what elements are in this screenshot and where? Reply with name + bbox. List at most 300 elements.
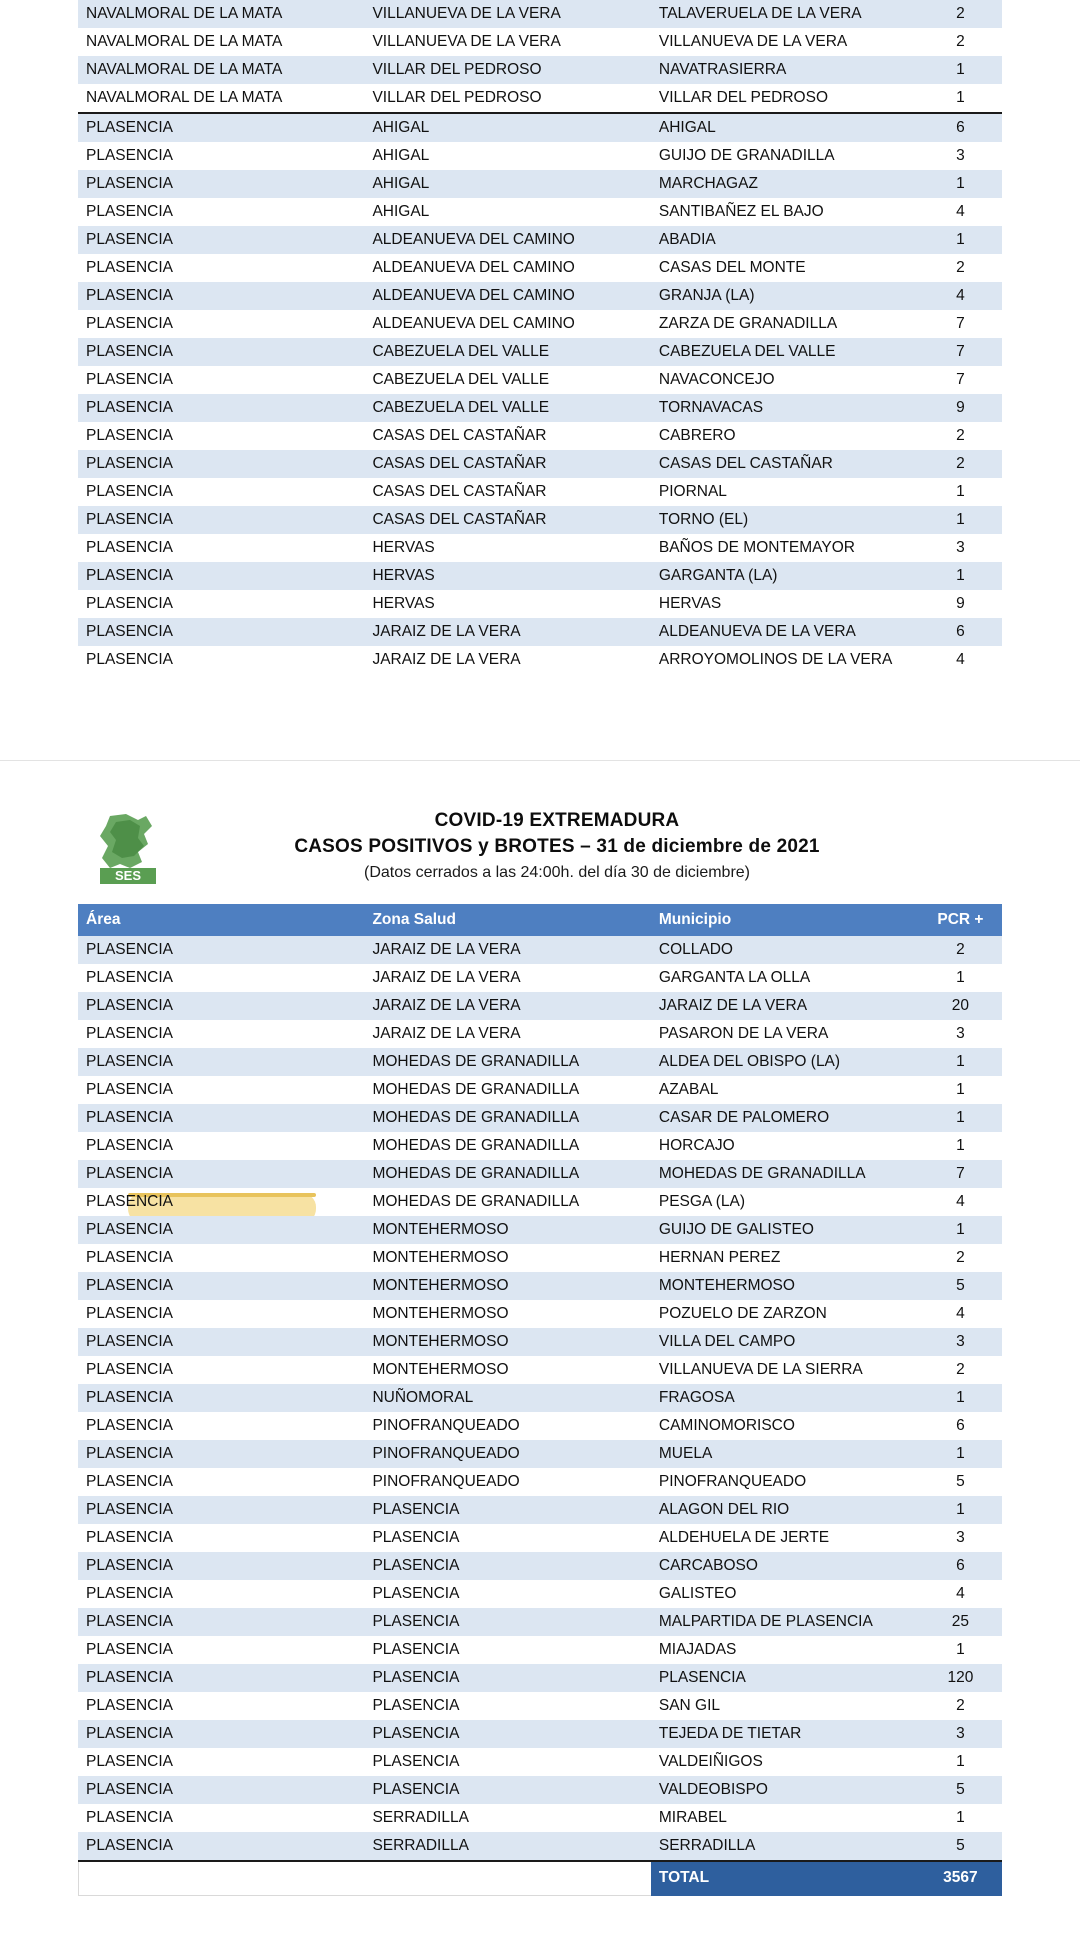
- cell-municipio: VALDEIÑIGOS: [651, 1748, 919, 1776]
- cell-zona-salud: JARAIZ DE LA VERA: [364, 1020, 650, 1048]
- cell-municipio: TORNAVACAS: [651, 394, 919, 422]
- cell-area: PLASENCIA: [78, 936, 364, 964]
- table-row: [78, 618, 1002, 646]
- cell-pcr: 3: [919, 1524, 1002, 1552]
- cell-pcr: 5: [919, 1832, 1002, 1860]
- table-row: [78, 113, 1002, 142]
- column-header-municipio: Municipio: [651, 904, 919, 936]
- cell-pcr: 7: [919, 366, 1002, 394]
- cell-area: PLASENCIA: [78, 1272, 364, 1300]
- cell-pcr: 1: [919, 964, 1002, 992]
- cell-municipio: HERNAN PEREZ: [651, 1244, 919, 1272]
- cell-zona-salud: AHIGAL: [364, 142, 650, 170]
- cell-municipio: GARGANTA LA OLLA: [651, 964, 919, 992]
- cell-zona-salud: JARAIZ DE LA VERA: [364, 992, 650, 1020]
- cell-pcr: 1: [919, 84, 1002, 113]
- table-row: [78, 170, 1002, 198]
- cell-zona-salud: CASAS DEL CASTAÑAR: [364, 422, 650, 450]
- cell-pcr: 4: [919, 1580, 1002, 1608]
- cell-pcr: 5: [919, 1776, 1002, 1804]
- table-row: [78, 254, 1002, 282]
- cell-area: PLASENCIA: [78, 1692, 364, 1720]
- table-row: [78, 1580, 1002, 1608]
- cell-zona-salud: PLASENCIA: [364, 1664, 650, 1692]
- cell-municipio: TEJEDA DE TIETAR: [651, 1720, 919, 1748]
- cell-pcr: 1: [919, 562, 1002, 590]
- cell-zona-salud: AHIGAL: [364, 170, 650, 198]
- cell-zona-salud: NUÑOMORAL: [364, 1384, 650, 1412]
- cell-zona-salud: MONTEHERMOSO: [364, 1300, 650, 1328]
- table-row: [78, 534, 1002, 562]
- svg-text:SES: SES: [114, 868, 142, 883]
- cell-municipio: GRANJA (LA): [651, 282, 919, 310]
- table-row: [78, 226, 1002, 254]
- cell-area: PLASENCIA: [78, 646, 364, 674]
- cell-area: PLASENCIA: [78, 562, 364, 590]
- cell-zona-salud: PLASENCIA: [364, 1636, 650, 1664]
- cell-zona-salud: VILLAR DEL PEDROSO: [364, 56, 650, 84]
- table-row-highlighted: [78, 1188, 1002, 1216]
- cell-municipio: SERRADILLA: [651, 1832, 919, 1860]
- cell-zona-salud: VILLAR DEL PEDROSO: [364, 84, 650, 113]
- table-row: [78, 1048, 1002, 1076]
- cell-zona-salud: PLASENCIA: [364, 1748, 650, 1776]
- cell-municipio: JARAIZ DE LA VERA: [651, 992, 919, 1020]
- cell-area: PLASENCIA: [78, 1468, 364, 1496]
- cell-zona-salud: AHIGAL: [364, 113, 650, 142]
- cell-municipio: SAN GIL: [651, 1692, 919, 1720]
- cell-municipio: TORNO (EL): [651, 506, 919, 534]
- table-row: [78, 1720, 1002, 1748]
- cell-zona-salud: PLASENCIA: [364, 1496, 650, 1524]
- page-break-gap: [0, 674, 1080, 760]
- cell-area: PLASENCIA: [78, 1608, 364, 1636]
- table-row: [78, 366, 1002, 394]
- column-header-zona: Zona Salud: [364, 904, 650, 936]
- cell-pcr: 1: [919, 1384, 1002, 1412]
- cell-area: PLASENCIA: [78, 1356, 364, 1384]
- cell-pcr: 3: [919, 142, 1002, 170]
- cell-municipio: MIRABEL: [651, 1804, 919, 1832]
- cell-zona-salud: PINOFRANQUEADO: [364, 1440, 650, 1468]
- table-row: [78, 1636, 1002, 1664]
- top-table-wrap: [78, 0, 1002, 674]
- cell-pcr: 7: [919, 310, 1002, 338]
- cell-municipio: ALDEA DEL OBISPO (LA): [651, 1048, 919, 1076]
- cell-municipio: ALDEANUEVA DE LA VERA: [651, 618, 919, 646]
- cell-pcr: 4: [919, 198, 1002, 226]
- table-row: [78, 28, 1002, 56]
- cell-area: PLASENCIA: [78, 1748, 364, 1776]
- cell-zona-salud: PLASENCIA: [364, 1776, 650, 1804]
- table-row: [78, 1104, 1002, 1132]
- cell-area: PLASENCIA: [78, 534, 364, 562]
- table-row: [78, 1524, 1002, 1552]
- table-row: [78, 1356, 1002, 1384]
- cell-zona-salud: MOHEDAS DE GRANADILLA: [364, 1160, 650, 1188]
- cell-pcr: 2: [919, 450, 1002, 478]
- table-row: [78, 1132, 1002, 1160]
- cell-pcr: 5: [919, 1272, 1002, 1300]
- cell-area: PLASENCIA: [78, 422, 364, 450]
- cell-pcr: 1: [919, 1048, 1002, 1076]
- cell-municipio: TALAVERUELA DE LA VERA: [651, 0, 919, 28]
- cell-zona-salud: CABEZUELA DEL VALLE: [364, 338, 650, 366]
- cell-municipio: GALISTEO: [651, 1580, 919, 1608]
- cell-area: PLASENCIA: [78, 1188, 364, 1216]
- cell-pcr: 1: [919, 1216, 1002, 1244]
- cell-municipio: VALDEOBISPO: [651, 1776, 919, 1804]
- cell-area: PLASENCIA: [78, 1580, 364, 1608]
- column-header-pcr: PCR +: [919, 904, 1002, 936]
- cell-pcr: 4: [956, 1193, 965, 1210]
- cell-municipio: HERVAS: [651, 590, 919, 618]
- cell-municipio: MOHEDAS DE GRANADILLA: [651, 1160, 919, 1188]
- cell-pcr: 25: [919, 1608, 1002, 1636]
- cell-area: PLASENCIA: [78, 1384, 364, 1412]
- cell-municipio: ARROYOMOLINOS DE LA VERA: [651, 646, 919, 674]
- cell-pcr: 2: [919, 0, 1002, 28]
- cell-pcr: 3: [919, 1720, 1002, 1748]
- cell-municipio: COLLADO: [651, 936, 919, 964]
- cell-municipio: ABADIA: [651, 226, 919, 254]
- cell-area: PLASENCIA: [78, 226, 364, 254]
- table-row: [78, 198, 1002, 226]
- table-row: [78, 1832, 1002, 1860]
- cell-pcr: 1: [919, 170, 1002, 198]
- cell-municipio: AHIGAL: [651, 113, 919, 142]
- cell-zona-salud: PINOFRANQUEADO: [364, 1412, 650, 1440]
- cell-pcr: 1: [919, 1804, 1002, 1832]
- cell-pcr: 5: [919, 1468, 1002, 1496]
- total-blank-cell: [78, 1862, 651, 1896]
- cell-area: PLASENCIA: [78, 964, 364, 992]
- cell-area: PLASENCIA: [78, 506, 364, 534]
- cell-municipio: ZARZA DE GRANADILLA: [651, 310, 919, 338]
- table-row: [78, 338, 1002, 366]
- table-row: [78, 1412, 1002, 1440]
- cell-area: PLASENCIA: [78, 170, 364, 198]
- cell-pcr: 1: [919, 1748, 1002, 1776]
- cell-zona-salud: HERVAS: [364, 534, 650, 562]
- cell-pcr: 20: [919, 992, 1002, 1020]
- cell-area: PLASENCIA: [78, 1132, 364, 1160]
- cell-municipio: VILLAR DEL PEDROSO: [651, 84, 919, 113]
- cell-area: NAVALMORAL DE LA MATA: [78, 0, 364, 28]
- table-row: [78, 142, 1002, 170]
- top-table-section: [0, 0, 1080, 674]
- cell-municipio: BAÑOS DE MONTEMAYOR: [651, 534, 919, 562]
- total-value: 3567: [919, 1862, 1002, 1896]
- table-row: [78, 646, 1002, 674]
- table-row: [78, 422, 1002, 450]
- cell-area: PLASENCIA: [78, 1664, 364, 1692]
- cell-area: PLASENCIA: [78, 198, 364, 226]
- table-row: [78, 1328, 1002, 1356]
- table-row: [78, 562, 1002, 590]
- cell-area: NAVALMORAL DE LA MATA: [78, 84, 364, 113]
- cell-pcr: 4: [919, 282, 1002, 310]
- cell-municipio: CASAR DE PALOMERO: [651, 1104, 919, 1132]
- cell-area: PLASENCIA: [78, 1244, 364, 1272]
- cell-zona-salud: CASAS DEL CASTAÑAR: [364, 506, 650, 534]
- cell-municipio: CARCABOSO: [651, 1552, 919, 1580]
- cell-pcr: 9: [919, 394, 1002, 422]
- cell-area: PLASENCIA: [78, 113, 364, 142]
- cell-municipio: PINOFRANQUEADO: [651, 1468, 919, 1496]
- cell-pcr: 2: [919, 1692, 1002, 1720]
- cell-zona-salud: ALDEANUEVA DEL CAMINO: [364, 282, 650, 310]
- cell-area: PLASENCIA: [78, 1832, 364, 1860]
- table-row: [78, 506, 1002, 534]
- cell-area: PLASENCIA: [78, 1104, 364, 1132]
- cell-zona-salud: MONTEHERMOSO: [364, 1272, 650, 1300]
- table-row: [78, 478, 1002, 506]
- cell-municipio: CAMINOMORISCO: [651, 1412, 919, 1440]
- cell-area: PLASENCIA: [78, 992, 364, 1020]
- table-row: [78, 450, 1002, 478]
- cell-pcr: 4: [919, 646, 1002, 674]
- cell-pcr: 2: [919, 28, 1002, 56]
- cell-zona-salud: JARAIZ DE LA VERA: [364, 618, 650, 646]
- cell-municipio: GARGANTA (LA): [651, 562, 919, 590]
- table-row: [78, 1440, 1002, 1468]
- cell-municipio: NAVACONCEJO: [651, 366, 919, 394]
- cell-zona-salud: MONTEHERMOSO: [364, 1216, 650, 1244]
- cell-zona-salud: PLASENCIA: [364, 1608, 650, 1636]
- table-row: [78, 1776, 1002, 1804]
- cell-area: PLASENCIA: [78, 1048, 364, 1076]
- cell-zona-salud: ALDEANUEVA DEL CAMINO: [364, 310, 650, 338]
- cell-pcr: 4: [919, 1300, 1002, 1328]
- cell-area: PLASENCIA: [78, 310, 364, 338]
- cell-municipio: AZABAL: [651, 1076, 919, 1104]
- table-row: [78, 1020, 1002, 1048]
- cell-area: PLASENCIA: [78, 1636, 364, 1664]
- cell-municipio: MONTEHERMOSO: [651, 1272, 919, 1300]
- cell-municipio: PIORNAL: [651, 478, 919, 506]
- cell-area: PLASENCIA: [78, 1076, 364, 1104]
- cell-zona-salud: ALDEANUEVA DEL CAMINO: [364, 226, 650, 254]
- cell-municipio: VILLANUEVA DE LA SIERRA: [651, 1356, 919, 1384]
- table-row: [78, 1748, 1002, 1776]
- cell-area: PLASENCIA: [78, 1160, 364, 1188]
- cell-pcr: 2: [919, 422, 1002, 450]
- column-header-area: Área: [78, 904, 364, 936]
- cell-pcr: 1: [919, 478, 1002, 506]
- cell-zona-salud: HERVAS: [364, 590, 650, 618]
- document-header: [78, 774, 1002, 904]
- total-label: TOTAL: [651, 1862, 919, 1896]
- cell-municipio: NAVATRASIERRA: [651, 56, 919, 84]
- cell-zona-salud: SERRADILLA: [364, 1804, 650, 1832]
- cell-municipio: MARCHAGAZ: [651, 170, 919, 198]
- cell-municipio: HORCAJO: [651, 1132, 919, 1160]
- table-row: [78, 992, 1002, 1020]
- cell-area: PLASENCIA: [78, 394, 364, 422]
- cell-zona-salud: CABEZUELA DEL VALLE: [364, 394, 650, 422]
- cell-area: PLASENCIA: [78, 1552, 364, 1580]
- table-row: [78, 84, 1002, 113]
- cell-municipio: VILLANUEVA DE LA VERA: [651, 28, 919, 56]
- cell-zona-salud: PLASENCIA: [364, 1552, 650, 1580]
- cell-municipio: MALPARTIDA DE PLASENCIA: [651, 1608, 919, 1636]
- cell-pcr: 1: [919, 1104, 1002, 1132]
- table-row: [78, 310, 1002, 338]
- cell-municipio: CASAS DEL CASTAÑAR: [651, 450, 919, 478]
- cell-area: PLASENCIA: [78, 1020, 364, 1048]
- table-row: [78, 1216, 1002, 1244]
- cell-municipio: FRAGOSA: [651, 1384, 919, 1412]
- cell-area: PLASENCIA: [78, 254, 364, 282]
- table-row: [78, 1244, 1002, 1272]
- cell-area: NAVALMORAL DE LA MATA: [78, 56, 364, 84]
- cell-zona-salud: JARAIZ DE LA VERA: [364, 964, 650, 992]
- cell-zona-salud: VILLANUEVA DE LA VERA: [364, 28, 650, 56]
- table-row: [78, 590, 1002, 618]
- cell-area: PLASENCIA: [78, 282, 364, 310]
- cell-area: PLASENCIA: [78, 1720, 364, 1748]
- covid-table-top: [78, 0, 1002, 674]
- cell-area: PLASENCIA: [78, 478, 364, 506]
- cell-pcr: 1: [919, 506, 1002, 534]
- cell-zona-salud: SERRADILLA: [364, 1832, 650, 1860]
- cell-pcr: 2: [919, 1356, 1002, 1384]
- cell-area: PLASENCIA: [78, 1328, 364, 1356]
- table-row: [78, 0, 1002, 28]
- cell-area: PLASENCIA: [78, 1216, 364, 1244]
- cell-pcr: 3: [919, 534, 1002, 562]
- cell-zona-salud: MOHEDAS DE GRANADILLA: [364, 1076, 650, 1104]
- cell-pcr: 2: [919, 936, 1002, 964]
- cell-municipio: MIAJADAS: [651, 1636, 919, 1664]
- cell-pcr: 1: [919, 1496, 1002, 1524]
- cell-zona-salud: MONTEHERMOSO: [364, 1356, 650, 1384]
- cell-pcr: 6: [919, 113, 1002, 142]
- cell-zona-salud: VILLANUEVA DE LA VERA: [364, 0, 650, 28]
- cell-area: PLASENCIA: [78, 1412, 364, 1440]
- bottom-padding: [78, 1896, 1002, 1936]
- cell-municipio: GUIJO DE GALISTEO: [651, 1216, 919, 1244]
- cell-pcr: 7: [919, 338, 1002, 366]
- cell-zona-salud: AHIGAL: [364, 198, 650, 226]
- table-row: [78, 1608, 1002, 1636]
- cell-area: PLASENCIA: [78, 1496, 364, 1524]
- cell-municipio: GUIJO DE GRANADILLA: [651, 142, 919, 170]
- table-row: [78, 1076, 1002, 1104]
- cell-zona-salud: MOHEDAS DE GRANADILLA: [364, 1048, 650, 1076]
- table-row: [78, 56, 1002, 84]
- cell-zona-salud: PINOFRANQUEADO: [364, 1468, 650, 1496]
- cell-area: PLASENCIA: [78, 142, 364, 170]
- cell-pcr: 3: [919, 1020, 1002, 1048]
- cell-zona-salud: CASAS DEL CASTAÑAR: [364, 478, 650, 506]
- cell-municipio: ALDEHUELA DE JERTE: [651, 1524, 919, 1552]
- cell-pcr: 6: [919, 1552, 1002, 1580]
- cell-pcr: 1: [919, 1636, 1002, 1664]
- cell-pcr: 1: [919, 226, 1002, 254]
- cell-area: PLASENCIA: [78, 1776, 364, 1804]
- doc-title-line1: COVID-19 EXTREMADURA: [434, 810, 680, 831]
- covid-table-bottom: [78, 904, 1002, 1860]
- cell-zona-salud: CASAS DEL CASTAÑAR: [364, 450, 650, 478]
- table-row: [78, 1496, 1002, 1524]
- cell-municipio: VILLA DEL CAMPO: [651, 1328, 919, 1356]
- header-titles: [112, 808, 1002, 885]
- cell-zona-salud: MOHEDAS DE GRANADILLA: [364, 1104, 650, 1132]
- doc-title-line2: CASOS POSITIVOS y BROTES – 31 de diciembre de 2021: [294, 835, 820, 857]
- cell-pcr: 120: [919, 1664, 1002, 1692]
- cell-municipio: PLASENCIA: [651, 1664, 919, 1692]
- cell-pcr: 3: [919, 1328, 1002, 1356]
- cell-pcr: 1: [919, 1440, 1002, 1468]
- cell-zona-salud: PLASENCIA: [364, 1524, 650, 1552]
- cell-pcr: 2: [919, 1244, 1002, 1272]
- table-row: [78, 936, 1002, 964]
- cell-municipio: SANTIBAÑEZ EL BAJO: [651, 198, 919, 226]
- cell-pcr: 1: [919, 1132, 1002, 1160]
- cell-zona-salud: CABEZUELA DEL VALLE: [364, 366, 650, 394]
- doc-title-line3: (Datos cerrados a las 24:00h. del día 30 de diciembre): [364, 864, 750, 882]
- page-separator: [0, 760, 1080, 774]
- cell-zona-salud: MONTEHERMOSO: [364, 1244, 650, 1272]
- table-row: [78, 282, 1002, 310]
- cell-area: NAVALMORAL DE LA MATA: [78, 28, 364, 56]
- cell-area: PLASENCIA: [78, 1440, 364, 1468]
- table-row: [78, 1272, 1002, 1300]
- cell-area: PLASENCIA: [78, 1300, 364, 1328]
- cell-zona-salud: PLASENCIA: [364, 1692, 650, 1720]
- table-row: [78, 1804, 1002, 1832]
- cell-zona-salud: MOHEDAS DE GRANADILLA: [364, 1132, 650, 1160]
- table-row: [78, 1552, 1002, 1580]
- cell-area: PLASENCIA: [78, 590, 364, 618]
- cell-municipio: CABRERO: [651, 422, 919, 450]
- table-row: [78, 964, 1002, 992]
- cell-municipio: PESGA (LA): [658, 1193, 746, 1210]
- table-row: [78, 1692, 1002, 1720]
- table-row: [78, 394, 1002, 422]
- cell-pcr: 9: [919, 590, 1002, 618]
- table-header-row: [78, 904, 1002, 936]
- cell-zona-salud: JARAIZ DE LA VERA: [364, 936, 650, 964]
- table-row: [78, 1468, 1002, 1496]
- table-row: [78, 1384, 1002, 1412]
- cell-zona-salud: PLASENCIA: [364, 1720, 650, 1748]
- cell-pcr: 6: [919, 618, 1002, 646]
- cell-municipio: PASARON DE LA VERA: [651, 1020, 919, 1048]
- cell-pcr: 1: [919, 1076, 1002, 1104]
- cell-zona-salud: JARAIZ DE LA VERA: [364, 646, 650, 674]
- cell-municipio: CABEZUELA DEL VALLE: [651, 338, 919, 366]
- cell-area: PLASENCIA: [78, 338, 364, 366]
- cell-pcr: 7: [919, 1160, 1002, 1188]
- cell-area: PLASENCIA: [78, 450, 364, 478]
- table-row: [78, 1300, 1002, 1328]
- cell-pcr: 6: [919, 1412, 1002, 1440]
- cell-area: PLASENCIA: [78, 618, 364, 646]
- cell-municipio: CASAS DEL MONTE: [651, 254, 919, 282]
- cell-municipio: MUELA: [651, 1440, 919, 1468]
- total-row: [78, 1860, 1002, 1896]
- table-row: [78, 1160, 1002, 1188]
- cell-municipio: ALAGON DEL RIO: [651, 1496, 919, 1524]
- cell-zona-salud: MOHEDAS DE GRANADILLA: [372, 1193, 580, 1210]
- cell-zona-salud: HERVAS: [364, 562, 650, 590]
- bottom-page-section: [0, 774, 1080, 1936]
- cell-zona-salud: ALDEANUEVA DEL CAMINO: [364, 254, 650, 282]
- cell-area: PLASENCIA: [78, 366, 364, 394]
